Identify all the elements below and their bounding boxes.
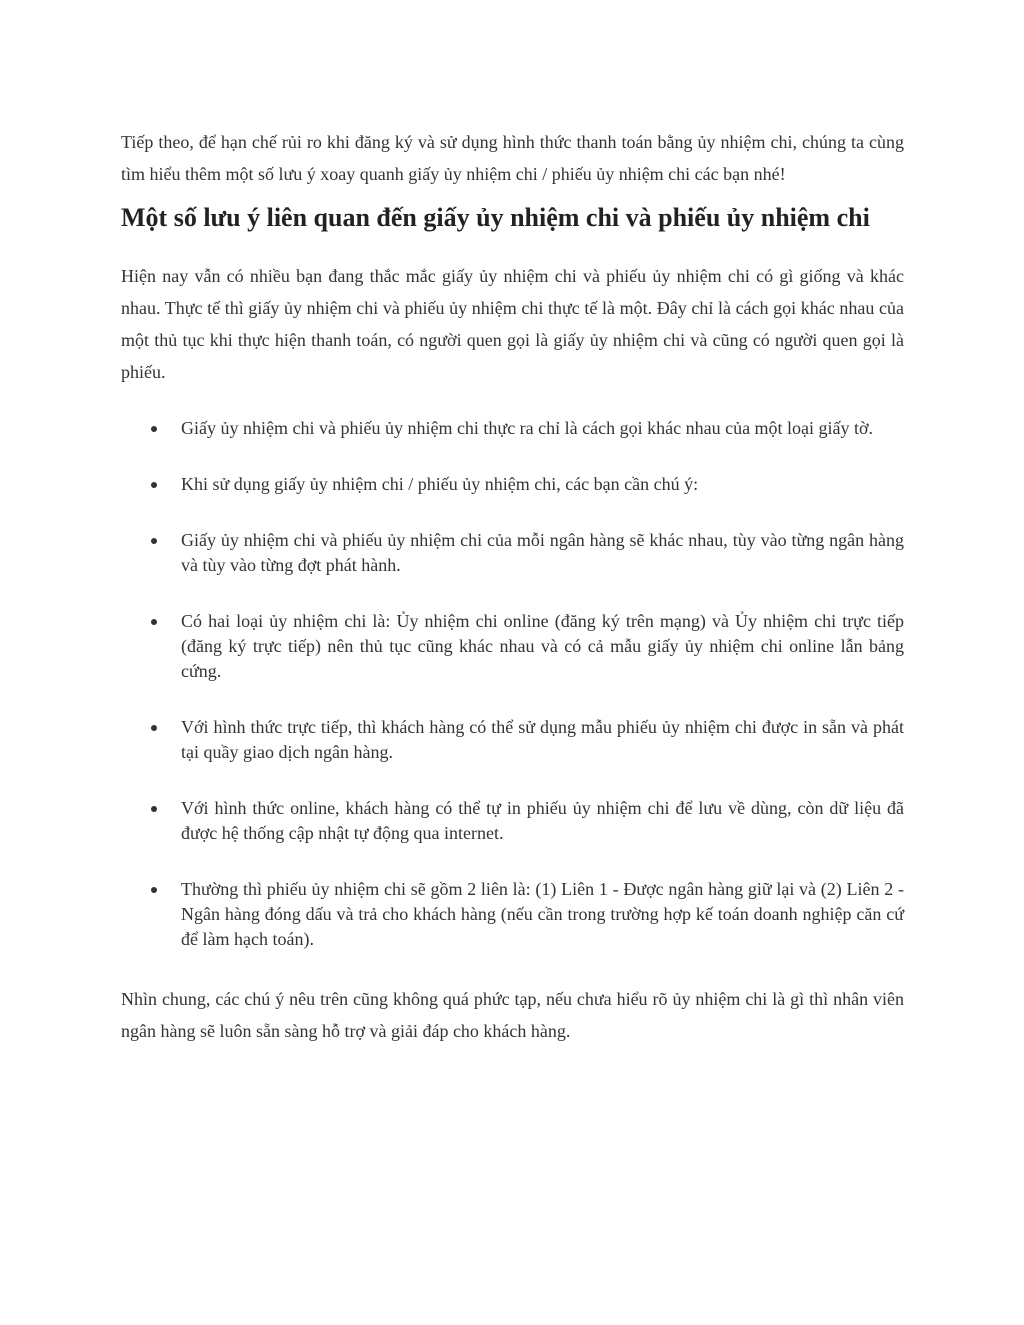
list-item (121, 528, 904, 578)
bullet-icon (151, 806, 157, 812)
closing-paragraph: Nhìn chung, các chú ý nêu trên cũng không quá phức tạp, nếu chưa hiểu rõ ủy nhiệm chi là gì thì nhân viên ngân hàng sẽ luôn sẵn sàng hỗ trợ và giải đáp cho khách hàng. (121, 989, 904, 1041)
intro-paragraph: Tiếp theo, để hạn chế rủi ro khi đăng ký và sử dụng hình thức thanh toán bằng ủy nhiệm chi, chúng ta cùng tìm hiểu thêm một số lưu ý xoay quanh giấy ủy nhiệm chi / phiếu ủy nhiệm chi các bạn nhé! (121, 132, 904, 184)
list-item (121, 472, 904, 497)
list-item-text: Khi sử dụng giấy ủy nhiệm chi / phiếu ủy nhiệm chi, các bạn cần chú ý: (181, 474, 699, 494)
list-item-text: Với hình thức online, khách hàng có thể tự in phiếu ủy nhiệm chi để lưu về dùng, còn dữ liệu đã được hệ thống cập nhật tự động qua internet. (181, 798, 904, 843)
list-item (121, 796, 904, 846)
list-item-text: Giấy ủy nhiệm chi và phiếu ủy nhiệm chi của mỗi ngân hàng sẽ khác nhau, tùy vào từng ngân hàng và tùy vào từng đợt phát hành. (181, 530, 904, 575)
bullet-icon (151, 538, 157, 544)
bullet-icon (151, 426, 157, 432)
list-item-text: Với hình thức trực tiếp, thì khách hàng có thể sử dụng mẫu phiếu ủy nhiệm chi được in sẵn và phát tại quầy giao dịch ngân hàng. (181, 717, 904, 762)
list-item (121, 609, 904, 684)
list-item-text: Có hai loại ủy nhiệm chi là: Ủy nhiệm chi online (đăng ký trên mạng) và Ủy nhiệm chi trực tiếp (đăng ký trực tiếp) nên thủ tục cũng khác nhau và có cả mẫu giấy ủy nhiệm chi online lẫn bảng cứng. (181, 611, 904, 681)
section-heading: Một số lưu ý liên quan đến giấy ủy nhiệm chi và phiếu ủy nhiệm chi (121, 203, 870, 232)
bullet-icon (151, 725, 157, 731)
document-body (121, 126, 904, 1047)
list-item (121, 416, 904, 441)
body-paragraph: Hiện nay vẫn có nhiều bạn đang thắc mắc giấy ủy nhiệm chi và phiếu ủy nhiệm chi có gì giống và khác nhau. Thực tế thì giấy ủy nhiệm chi và phiếu ủy nhiệm chi thực tế là một. Đây chỉ là cách gọi khác nhau của một thủ tục khi thực hiện thanh toán, có người quen gọi là giấy ủy nhiệm chi và cũng có người quen gọi là phiếu. (121, 266, 904, 382)
bullet-icon (151, 887, 157, 893)
list-item-text: Thường thì phiếu ủy nhiệm chi sẽ gồm 2 liên là: (1) Liên 1 - Được ngân hàng giữ lại và (2) Liên 2 - Ngân hàng đóng dấu và trả cho khách hàng (nếu cần trong trường hợp kế toán doanh nghiệp căn cứ để làm hạch toán). (181, 879, 904, 949)
bullet-list (121, 416, 904, 952)
list-item (121, 877, 904, 952)
list-item-text: Giấy ủy nhiệm chi và phiếu ủy nhiệm chi thực ra chỉ là cách gọi khác nhau của một loại giấy tờ. (181, 418, 874, 438)
bullet-icon (151, 482, 157, 488)
list-item (121, 715, 904, 765)
bullet-icon (151, 619, 157, 625)
